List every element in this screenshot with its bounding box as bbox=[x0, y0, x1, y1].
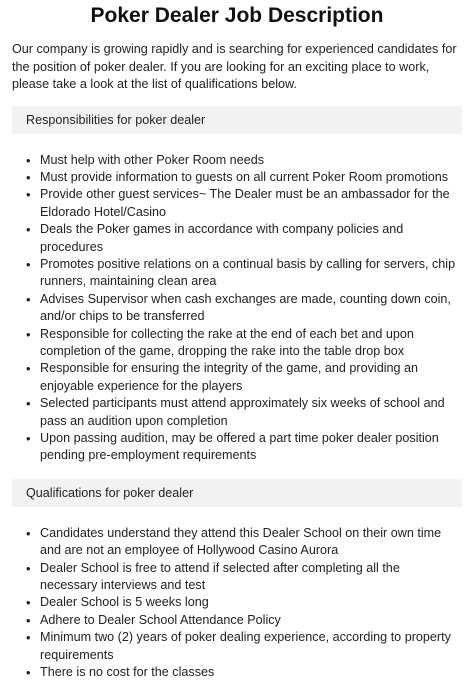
qualification-item: • Dealer School is 5 weeks long bbox=[40, 594, 462, 611]
qualification-item: • Dealer School is free to attend if selected after completing all the necessary interviews and test bbox=[40, 560, 462, 595]
qualification-item: • Minimum two (2) years of poker dealing experience, according to property requirements bbox=[40, 629, 462, 664]
responsibility-item: • Deals the Poker games in accordance with company policies and procedures bbox=[40, 221, 462, 256]
responsibility-item: • Must provide information to guests on all current Poker Room promotions bbox=[40, 169, 462, 186]
responsibility-item: • Advises Supervisor when cash exchanges are made, counting down coin, and/or chips to be transferred bbox=[40, 291, 462, 326]
qualifications-list bbox=[12, 525, 462, 681]
page-title: Poker Dealer Job Description bbox=[90, 4, 384, 27]
responsibility-item: • Responsible for ensuring the integrity of the game, and providing an enjoyable experience for the players bbox=[40, 360, 462, 395]
qualification-item: • Adhere to Dealer School Attendance Policy bbox=[40, 612, 462, 629]
responsibility-item: • Provide other guest services~ The Dealer must be an ambassador for the Eldorado Hotel/Casino bbox=[40, 186, 462, 221]
responsibility-item: • Must help with other Poker Room needs bbox=[40, 152, 462, 169]
responsibility-item: • Selected participants must attend approximately six weeks of school and pass an audition upon completion bbox=[40, 395, 462, 430]
qualification-item: • There is no cost for the classes bbox=[40, 664, 462, 681]
responsibility-item: • Upon passing audition, may be offered a part time poker dealer position pending pre-employment requirements bbox=[40, 430, 462, 465]
responsibility-item: • Promotes positive relations on a continual basis by calling for servers, chip runners, maintaining clean area bbox=[40, 256, 462, 291]
responsibilities-list bbox=[12, 152, 462, 465]
qualifications-header: Qualifications for poker dealer bbox=[12, 479, 462, 507]
responsibilities-header: Responsibilities for poker dealer bbox=[12, 106, 462, 134]
responsibility-item: • Responsible for collecting the rake at the end of each bet and upon completion of the game, dropping the rake into the table drop box bbox=[40, 326, 462, 361]
intro-paragraph: Our company is growing rapidly and is searching for experienced candidates for the position of poker dealer. If you are looking for an exciting place to work, please take a look at the list of qualifications below. bbox=[12, 42, 457, 91]
qualification-item: • Candidates understand they attend this Dealer School on their own time and are not an employee of Hollywood Casino Aurora bbox=[40, 525, 462, 560]
